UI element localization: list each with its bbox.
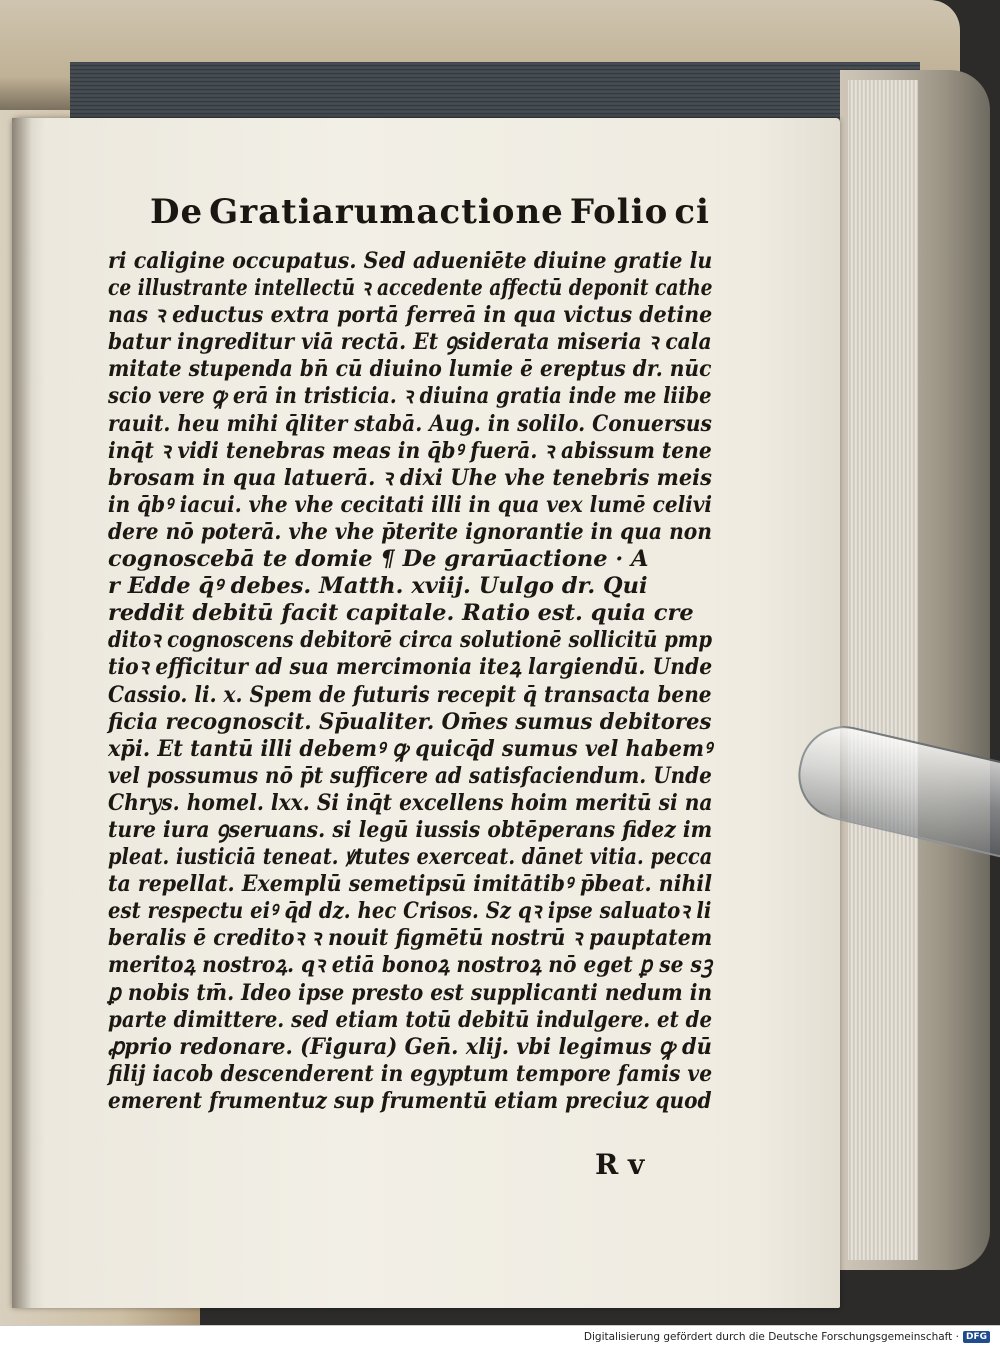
gutter-shadow (12, 118, 32, 1308)
body-text (108, 248, 712, 1115)
text-line: mitate stupenda bn̄ cū diuino lumie ē ereptus dr. nūc (108, 356, 712, 383)
header-left: De (150, 192, 204, 232)
text-line: r Edde q̄ꝰ debes. Matth. xviij. Uulgo dr. Qui (108, 573, 648, 600)
text-line: rauit. heu mihi q̄liter stabā. Aug. in solilo. Conuersus (108, 410, 712, 437)
text-line: ri caligine occupatus. Sed adueniēte diuine gratie lu (108, 248, 713, 274)
text-line: Chrys. homel. lxx. Si inq̄t excellens hoim meritū si na (108, 789, 713, 816)
header-title: Gratiarumactione (209, 192, 564, 232)
page-edges (848, 80, 918, 1260)
text-line: dere nō poterā. vhe vhe p̄terite ignorantie in qua non (108, 518, 712, 545)
text-line: xp̄i. Et tantū illi debemꝰ ꝙ quicq̄d sumus vel habemꝰ (108, 735, 712, 762)
text-line: ꝑ nobis tm̄. Ideo ipse presto est supplicanti nedum in (108, 979, 713, 1006)
text-line: ꝓprio redonare. (Figura) Gen̄. xlij. vbi legimus ꝙ dū (108, 1033, 712, 1060)
footer-credit: Digitalisierung gefördert durch die Deutsche Forschungsgemeinschaft · (583, 1330, 959, 1343)
text-line: beralis ē creditoꝛ ꝛ nouit figmētū nostrū ꝛ pauptatem (108, 925, 713, 952)
text-line: pleat. iusticiā teneat. ꝟtutes exerceat. dānet vitia. pecca (108, 844, 713, 871)
dfg-logo: DFG (963, 1331, 990, 1343)
text-line: ta repellat. Exemplū semetipsū imitātibꝰ p̄beat. nihil (108, 871, 713, 898)
text-line: filij iacob descenderent in egyptum tempore famis ve (108, 1060, 713, 1087)
text-line: reddit debitū facit capitale. Ratio est. quia cre (108, 600, 694, 627)
running-header (150, 192, 710, 232)
text-line: vel possumus nō p̄t sufficere ad satisfaciendum. Unde (108, 762, 712, 789)
header-number: ci (674, 192, 710, 232)
footer-bar (0, 1325, 1000, 1347)
text-line: cognoscebā te domie ¶ De grarūactione · A (108, 546, 649, 573)
text-line: in q̄bꝰ iacui. vhe vhe cecitati illi in qua vex lumē celivi (108, 491, 713, 518)
text-line: parte dimittere. sed etiam totū debitū indulgere. et de (108, 1006, 713, 1033)
text-line: ture iura ꝯseruans. si legū iussis obtēperans fidez im (108, 816, 713, 843)
text-line: est respectu eiꝰ q̄d dz. hec Crisos. Sz qꝛ ipse saluatoꝛ li (108, 898, 712, 925)
text-line: ditoꝛ cognoscens debitorē circa solutionē sollicitū pmp (108, 627, 713, 654)
header-folio: Folio (569, 192, 669, 232)
text-line: batur ingreditur viā rectā. Et ꝯsiderata miseria ꝛ cala (108, 329, 712, 356)
text-line: meritoꝝ nostroꝝ. qꝛ etiā bonoꝝ nostroꝝ nō eget ꝑ se sꝫ (108, 952, 713, 979)
text-line: ficia recognoscit. Sp̄ualiter. Om̄es sumus debitores (108, 708, 712, 735)
text-line: tioꝛ efficitur ad sua mercimonia iteꝝ largiendū. Unde (108, 654, 713, 681)
text-line: brosam in qua latuerā. ꝛ dixi Uhe vhe tenebris meis (108, 464, 712, 491)
text-line: Cassio. li. x. Spem de futuris recepit q̄ transacta bene (108, 681, 712, 708)
text-line: nas ꝛ eductus extra portā ferreā in qua victus detine (108, 302, 713, 329)
text-line: ce illustrante intellectū ꝛ accedente affectū deponit cathe (108, 275, 713, 302)
text-line: scio vere ꝙ erā in tristicia. ꝛ diuina gratia inde me liibe (108, 383, 712, 410)
signature-mark: R v (595, 1148, 645, 1181)
text-line: inq̄t ꝛ vidi tenebras meas in q̄bꝰ fuerā. ꝛ abissum tene (108, 437, 712, 464)
text-line: emerent frumentuz sup frumentū etiam preciuz quod (108, 1087, 712, 1114)
